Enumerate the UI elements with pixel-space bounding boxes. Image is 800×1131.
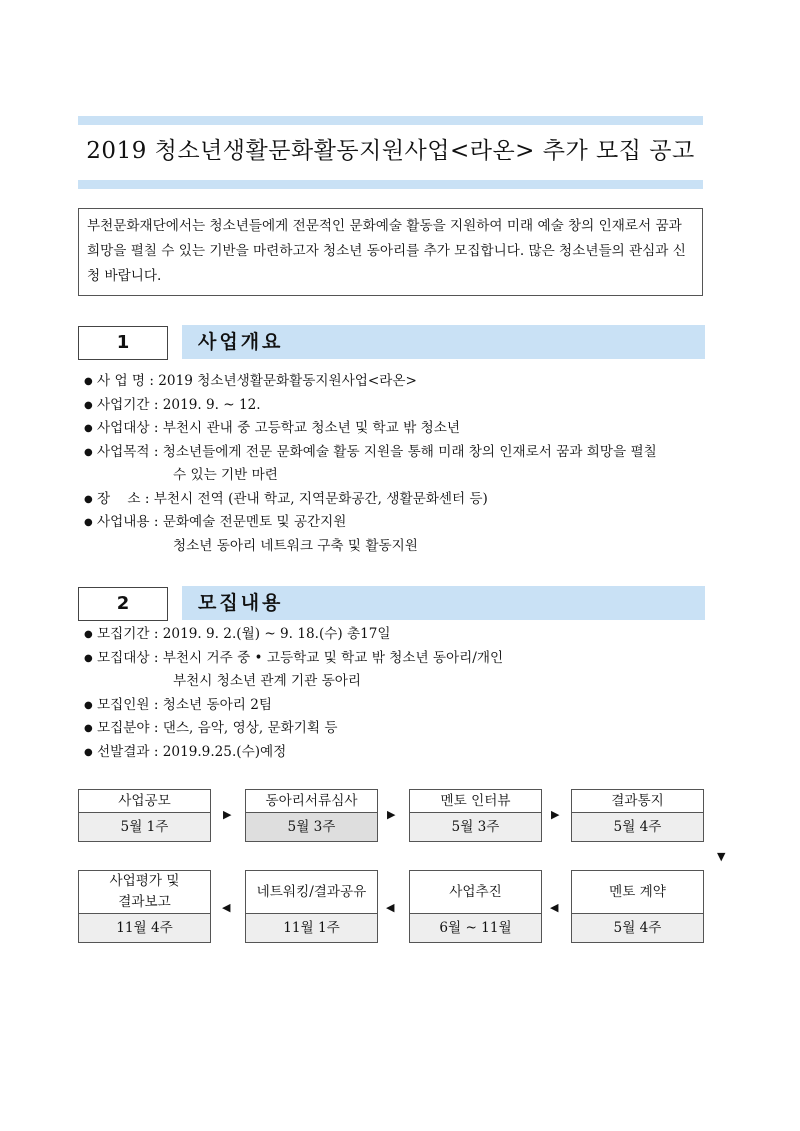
- section2-heading: 모집내용: [182, 586, 705, 620]
- list-item-label: 사업대상: [97, 420, 150, 436]
- list-item: [84, 647, 744, 671]
- process-step-2: [245, 789, 378, 842]
- list-item-value: 부천시 거주 중 • 고등학교 및 학교 밖 청소년 동아리/개인: [162, 649, 504, 666]
- list-item-separator: :: [145, 373, 159, 389]
- process-step-date: 5월 4주: [572, 813, 703, 841]
- process-step-5: [78, 870, 211, 943]
- list-item-separator: :: [149, 443, 163, 460]
- list-item-value: 청소년 동아리 2팀: [162, 696, 272, 713]
- process-step-7: [409, 870, 542, 943]
- list-item-continuation: 수 있는 기반 마련: [173, 467, 278, 483]
- process-step-4: [571, 789, 704, 842]
- bullet-icon: ●: [84, 446, 93, 458]
- bullet-icon: ●: [84, 376, 93, 387]
- list-item-separator: :: [149, 696, 163, 713]
- list-item-label: 사업기간: [97, 396, 150, 413]
- bullet-icon: ●: [84, 629, 93, 640]
- list-item-value: 2019. 9. 2.(월) ~ 9. 18.(수) 총17일: [162, 626, 391, 642]
- process-step-title: 사업공모: [79, 790, 210, 813]
- bullet-icon: ●: [84, 746, 93, 758]
- list-item-continuation: 청소년 동아리 네트워크 구축 및 활동지원: [173, 537, 418, 554]
- list-item-separator: :: [140, 490, 154, 507]
- process-step-title: 멘토 인터뷰: [410, 790, 541, 813]
- list-item-value: 2019.9.25.(수)예정: [162, 743, 287, 760]
- list-item-separator: :: [149, 514, 163, 530]
- process-step-title: 동아리서류심사: [246, 790, 377, 813]
- list-item-value: 2019. 9. ~ 12.: [162, 396, 261, 413]
- list-item: [84, 441, 744, 465]
- bullet-icon: ●: [84, 423, 93, 434]
- list-item-label: 사 업 명: [97, 373, 146, 389]
- process-step-title-line2: 결과보고: [118, 894, 171, 910]
- arrow-left-icon: ◀: [222, 901, 231, 914]
- bullet-icon: ●: [84, 493, 93, 505]
- list-item-label: 모집기간: [97, 626, 150, 642]
- list-item-value: 청소년들에게 전문 문화예술 활동 지원을 통해 미래 창의 인재로서 꿈과 희망을 펼칠: [162, 443, 657, 460]
- list-item: [84, 694, 744, 718]
- list-item: [84, 417, 744, 441]
- bullet-icon: ●: [84, 699, 93, 711]
- page-title: 2019 청소년생활문화활동지원사업<라온> 추가 모집 공고: [86, 138, 695, 164]
- section2-list: [84, 623, 744, 764]
- process-step-date: 5월 3주: [410, 813, 541, 841]
- list-item-value: 부천시 관내 중 고등학교 청소년 및 학교 밖 청소년: [162, 420, 460, 436]
- list-item-label: 선발결과: [97, 743, 150, 760]
- list-item-label: 사업목적: [97, 443, 150, 460]
- arrow-right-icon: ▶: [223, 808, 232, 821]
- process-step-1: [78, 789, 211, 842]
- list-item: [84, 370, 744, 394]
- section1-heading: 사업개요: [182, 325, 705, 359]
- bullet-icon: ●: [84, 652, 93, 664]
- list-item-continuation: 부천시 청소년 관계 기관 동아리: [173, 673, 361, 689]
- process-step-3: [409, 789, 542, 842]
- list-item-separator: :: [149, 420, 163, 436]
- list-item: [84, 488, 744, 512]
- list-item-label: 모집분야: [97, 720, 150, 736]
- list-item-separator: :: [149, 743, 163, 760]
- title-bottom-band: [78, 180, 703, 189]
- process-step-date: 5월 4주: [572, 914, 703, 942]
- process-step-title: 사업추진: [410, 871, 541, 914]
- list-item-label: 모집대상: [97, 649, 150, 666]
- list-item: [84, 717, 744, 741]
- arrow-left-icon: ◀: [386, 901, 395, 914]
- bullet-icon: ●: [84, 399, 93, 411]
- list-item-label: 사업내용: [97, 514, 150, 530]
- list-item-label: 장 소: [97, 490, 141, 507]
- process-step-title: [79, 871, 210, 914]
- process-step-date: 6월 ~ 11월: [410, 914, 541, 942]
- section1-number: 1: [78, 326, 168, 360]
- process-step-date: 5월 1주: [79, 813, 210, 841]
- list-item-separator: :: [149, 396, 163, 413]
- list-item: [84, 511, 744, 535]
- list-item-value: 문화예술 전문멘토 및 공간지원: [162, 514, 347, 530]
- list-item-value: 2019 청소년생활문화활동지원사업<라온>: [158, 373, 417, 389]
- list-item-separator: :: [149, 649, 163, 666]
- bullet-icon: ●: [84, 517, 93, 528]
- bullet-icon: ●: [84, 723, 93, 734]
- process-step-8: [571, 870, 704, 943]
- list-item-value: 댄스, 음악, 영상, 문화기획 등: [162, 720, 338, 736]
- intro-paragraph: 부천문화재단에서는 청소년들에게 전문적인 문화예술 활동을 지원하여 미래 예술 창의 인재로서 꿈과 희망을 펼칠 수 있는 기반을 마련하고자 청소년 동아리를 추가 모집합니다. 많은 청소년들의 관심과 신청 바랍니다.: [78, 208, 703, 296]
- process-step-date: 11월 1주: [246, 914, 377, 942]
- arrow-right-icon: ▶: [387, 808, 396, 821]
- process-step-title: 네트워킹/결과공유: [246, 871, 377, 914]
- list-item: [84, 741, 744, 765]
- section1-list: [84, 370, 744, 558]
- list-item: [84, 623, 744, 647]
- list-item-label: 모집인원: [97, 696, 150, 713]
- arrow-down-icon: ▼: [717, 850, 726, 863]
- arrow-right-icon: ▶: [551, 808, 560, 821]
- process-step-title: 멘토 계약: [572, 871, 703, 914]
- title-top-band: [78, 116, 703, 125]
- list-item: [84, 394, 744, 418]
- list-item-separator: :: [149, 626, 163, 642]
- arrow-left-icon: ◀: [550, 901, 559, 914]
- process-step-title: 결과통지: [572, 790, 703, 813]
- process-step-date: 5월 3주: [246, 813, 377, 841]
- process-step-title-line1: 사업평가 및: [109, 873, 180, 889]
- section2-number: 2: [78, 587, 168, 621]
- list-item-value: 부천시 전역 (관내 학교, 지역문화공간, 생활문화센터 등): [153, 490, 488, 507]
- process-step-6: [245, 870, 378, 943]
- list-item-separator: :: [149, 720, 163, 736]
- process-step-date: 11월 4주: [79, 914, 210, 942]
